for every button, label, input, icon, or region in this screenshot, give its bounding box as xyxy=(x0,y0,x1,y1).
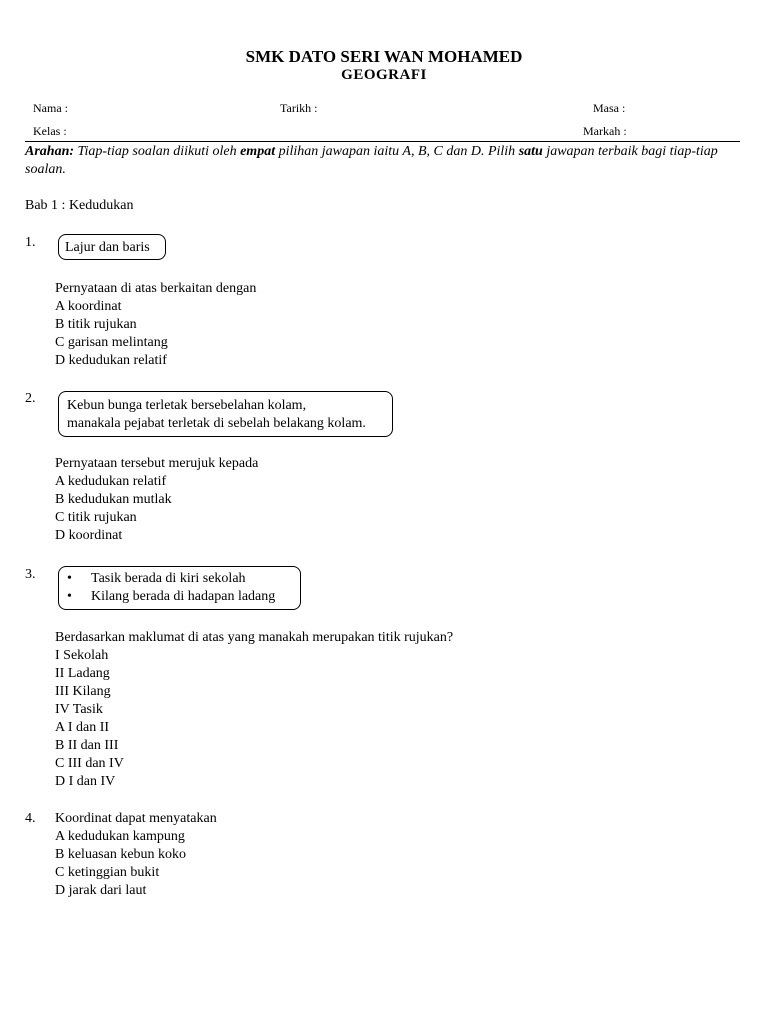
instructions xyxy=(25,143,745,179)
question-2-option-c: C titik rujukan xyxy=(55,510,137,525)
instructions-text-1: Tiap-tiap soalan diikuti oleh xyxy=(74,144,241,159)
question-1-box-line: Lajur dan baris xyxy=(65,240,150,255)
question-2-number: 2. xyxy=(25,391,36,406)
question-3-option-c: C III dan IV xyxy=(55,756,124,771)
question-2-body xyxy=(55,455,258,545)
question-4-option-a: A kedudukan kampung xyxy=(55,829,185,844)
question-3-stem: Berdasarkan maklumat di atas yang manakah merupakan titik rujukan? xyxy=(55,630,454,645)
question-4-option-d: D jarak dari laut xyxy=(55,883,147,898)
question-2-box xyxy=(58,391,393,437)
question-3-box xyxy=(58,566,301,610)
instructions-text-3: jawapan terbaik bagi tiap-tiap soalan. xyxy=(25,144,718,177)
question-3-bullet-2: • Kilang berada di hadapan ladang xyxy=(61,588,298,606)
question-1-option-d: D kedudukan relatif xyxy=(55,353,167,368)
question-3-item-iv: IV Tasik xyxy=(55,702,103,717)
question-3-number: 3. xyxy=(25,567,36,582)
markah-label: Markah : xyxy=(583,124,627,138)
question-2-option-d: D koordinat xyxy=(55,528,123,543)
instructions-emphasis-1: empat xyxy=(240,144,276,159)
school-name: SMK DATO SERI WAN MOHAMED xyxy=(245,47,523,66)
question-2-option-a: A kedudukan relatif xyxy=(55,474,167,489)
nama-label: Nama : xyxy=(33,101,68,115)
question-3-option-d: D I dan IV xyxy=(55,774,116,789)
question-3-option-b: B II dan III xyxy=(55,738,119,753)
question-1-option-b: B titik rujukan xyxy=(55,317,137,332)
question-3-bullet-list xyxy=(61,570,298,606)
instructions-text-2: pilihan jawapan iaitu A, B, C dan D. Pilih xyxy=(275,144,519,159)
question-3-item-ii: II Ladang xyxy=(55,666,110,681)
question-2-stem: Pernyataan tersebut merujuk kepada xyxy=(55,456,259,471)
question-1-body xyxy=(55,280,256,370)
question-4-stem: Koordinat dapat menyatakan xyxy=(55,811,217,826)
question-4-option-b: B keluasan kebun koko xyxy=(55,847,187,862)
question-1-option-a: A koordinat xyxy=(55,299,122,314)
question-4-number: 4. xyxy=(25,811,36,826)
kelas-label: Kelas : xyxy=(33,124,67,138)
question-1-stem: Pernyataan di atas berkaitan dengan xyxy=(55,281,257,296)
question-2-box-line-2: manakala pejabat terletak di sebelah belakang kolam. xyxy=(67,416,366,431)
question-2-option-b: B kedudukan mutlak xyxy=(55,492,172,507)
question-1-number: 1. xyxy=(25,235,36,250)
question-3-bullet-1: • Tasik berada di kiri sekolah xyxy=(61,570,298,588)
question-2-box-line-1: Kebun bunga terletak bersebelahan kolam, xyxy=(67,398,307,413)
question-3-option-a: A I dan II xyxy=(55,720,110,735)
header-divider xyxy=(25,141,740,142)
question-1-box xyxy=(58,234,166,260)
question-3-body xyxy=(55,629,453,791)
tarikh-label: Tarikh : xyxy=(280,101,318,115)
masa-label: Masa : xyxy=(593,101,626,115)
instructions-emphasis-2: satu xyxy=(518,144,543,159)
question-1-option-c: C garisan melintang xyxy=(55,335,168,350)
question-4-body xyxy=(55,810,217,900)
question-3-item-iii: III Kilang xyxy=(55,684,111,699)
question-3-item-i: I Sekolah xyxy=(55,648,109,663)
question-4-option-c: C ketinggian bukit xyxy=(55,865,160,880)
instructions-label: Arahan: xyxy=(25,144,75,159)
chapter-title: Bab 1 : Kedudukan xyxy=(25,198,134,213)
subject-title: GEOGRAFI xyxy=(341,67,427,83)
